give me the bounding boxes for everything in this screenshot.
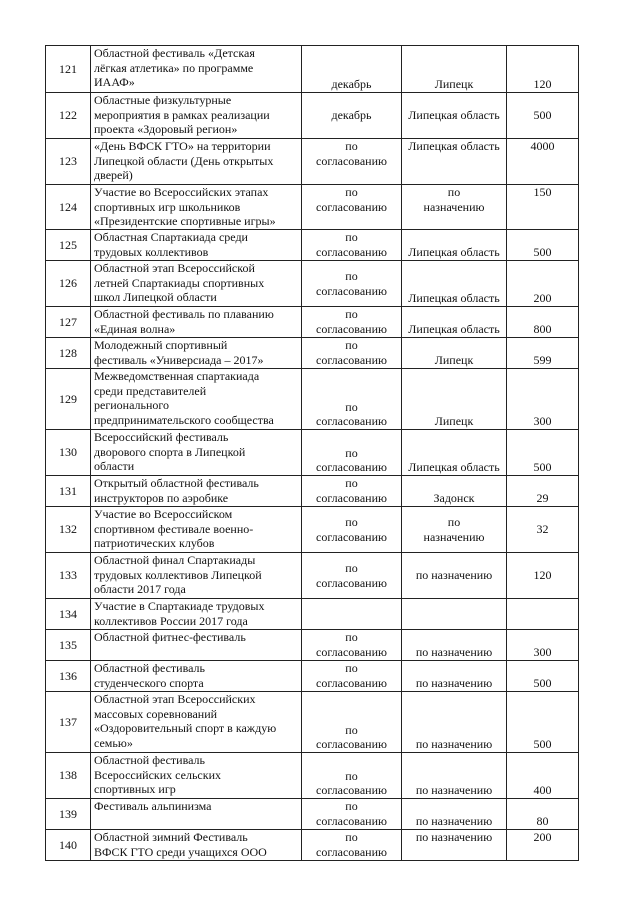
event-name: Областной финал Спартакиады трудовых коллективов Липецкой области 2017 года [94, 553, 262, 597]
document-page [45, 45, 578, 861]
event-name: Всероссийский фестиваль дворового спорта в Липецкой области [94, 430, 246, 474]
row-number-cell [46, 93, 91, 139]
event-name-cell [91, 139, 302, 185]
table-row [46, 661, 579, 692]
event-date-cell [302, 753, 402, 799]
event-name: Фестиваль альпинизма [94, 799, 212, 813]
participants-count-cell [507, 338, 579, 369]
event-date: по согласованию [316, 338, 387, 367]
event-name: Областной этап Всероссийских массовых соревнований «Оздоровительный спорт в каждую семью» [94, 692, 277, 750]
event-name-cell [91, 430, 302, 476]
event-place: Липецк [434, 414, 474, 429]
table-row [46, 338, 579, 369]
row-number: 129 [59, 391, 77, 406]
table-row [46, 692, 579, 753]
row-number-cell [46, 46, 91, 93]
event-date: по согласованию [316, 514, 387, 544]
event-place: Липецк [434, 353, 474, 368]
row-number: 123 [59, 154, 77, 169]
row-number-cell [46, 753, 91, 799]
event-date: по согласованию [316, 268, 387, 298]
row-number-cell [46, 261, 91, 307]
event-date-cell [302, 139, 402, 185]
row-number: 138 [59, 768, 77, 783]
event-place-cell [402, 476, 507, 507]
participants-count-cell [507, 430, 579, 476]
table-row [46, 599, 579, 630]
participants-count-cell [507, 830, 579, 861]
event-date-cell [302, 185, 402, 230]
event-place: по назначению [415, 737, 493, 752]
row-number: 128 [59, 345, 77, 360]
participants-count-cell [507, 139, 579, 185]
event-place-cell [402, 93, 507, 139]
table-row [46, 307, 579, 338]
table-row [46, 139, 579, 185]
row-number: 137 [59, 714, 77, 729]
event-place: по назначению [415, 830, 493, 844]
participants-count: 500 [533, 460, 552, 475]
event-name-cell [91, 369, 302, 430]
row-number: 121 [59, 61, 77, 76]
row-number: 136 [59, 668, 77, 683]
participants-count: 400 [533, 783, 552, 798]
event-date: по согласованию [316, 722, 387, 752]
event-place-cell [402, 630, 507, 661]
table-row [46, 830, 579, 861]
participants-count: 32 [536, 522, 549, 537]
event-place: Задонск [433, 491, 475, 506]
event-date: декабрь [331, 77, 372, 92]
event-name-cell [91, 553, 302, 599]
row-number-cell [46, 692, 91, 753]
event-place: Липецкая область [408, 460, 500, 475]
participants-count-cell [507, 599, 579, 630]
event-name: Областной фестиваль по плаванию «Единая волна» [94, 307, 274, 336]
event-date-cell [302, 307, 402, 338]
event-date-cell [302, 799, 402, 830]
row-number: 127 [59, 314, 77, 329]
row-number-cell [46, 630, 91, 661]
table-row [46, 261, 579, 307]
row-number: 139 [59, 806, 77, 821]
table-row [46, 553, 579, 599]
event-name: Областной фестиваль Всероссийских сельских спортивных игр [94, 753, 222, 797]
event-name: Молодежный спортивный фестиваль «Универсиада – 2017» [94, 338, 264, 367]
participants-count: 500 [533, 676, 552, 691]
participants-count: 300 [533, 414, 552, 429]
event-name: Областной этап Всероссийской летней Спартакиады спортивных школ Липецкой области [94, 261, 265, 305]
event-date: декабрь [331, 108, 372, 123]
event-place-cell [402, 753, 507, 799]
event-name-cell [91, 261, 302, 307]
event-place-cell [402, 338, 507, 369]
row-number: 134 [59, 606, 77, 621]
events-table-body [46, 46, 579, 861]
participants-count-cell [507, 230, 579, 261]
event-name-cell [91, 507, 302, 553]
event-date: по согласованию [316, 476, 387, 505]
event-date-cell [302, 338, 402, 369]
event-name-cell [91, 93, 302, 139]
event-date: по согласованию [316, 230, 387, 259]
event-place-cell [402, 185, 507, 230]
participants-count-cell [507, 369, 579, 430]
row-number: 122 [59, 108, 77, 123]
table-row [46, 230, 579, 261]
event-place-cell [402, 307, 507, 338]
event-date: по согласованию [316, 307, 387, 336]
event-name-cell [91, 661, 302, 692]
participants-count: 80 [536, 814, 549, 829]
event-place: Липецкая область [408, 322, 500, 337]
event-place: Липецкая область [408, 291, 500, 306]
row-number-cell [46, 139, 91, 185]
event-name-cell [91, 799, 302, 830]
row-number: 135 [59, 637, 77, 652]
table-row [46, 507, 579, 553]
row-number-cell [46, 369, 91, 430]
participants-count-cell [507, 185, 579, 230]
participants-count-cell [507, 630, 579, 661]
participants-count-cell [507, 307, 579, 338]
event-date: по согласованию [316, 399, 387, 429]
event-name: Областной зимний Фестиваль ВФСК ГТО среди учащихся ООО [94, 830, 267, 859]
row-number-cell [46, 799, 91, 830]
participants-count-cell [507, 93, 579, 139]
event-name-cell [91, 476, 302, 507]
row-number-cell [46, 553, 91, 599]
event-place-cell [402, 692, 507, 753]
participants-count: 120 [533, 77, 552, 92]
event-place-cell [402, 369, 507, 430]
event-date: по согласованию [316, 661, 387, 690]
event-name: Областная Спартакиада среди трудовых коллективов [94, 230, 248, 259]
event-date-cell [302, 830, 402, 861]
event-date-cell [302, 599, 402, 630]
event-name: Участие в Спартакиаде трудовых коллективов России 2017 года [94, 599, 265, 628]
event-place-cell [402, 230, 507, 261]
event-name: Участие во Всероссийских этапах спортивных игр школьников «Президентские спортивные игры» [94, 185, 276, 229]
event-name: «День ВФСК ГТО» на территории Липецкой области (День открытых дверей) [94, 139, 274, 183]
participants-count: 500 [533, 245, 552, 260]
participants-count: 200 [533, 291, 552, 306]
participants-count-cell [507, 553, 579, 599]
participants-count: 29 [536, 491, 549, 506]
table-row [46, 430, 579, 476]
row-number: 125 [59, 237, 77, 252]
row-number: 133 [59, 568, 77, 583]
row-number: 126 [59, 276, 77, 291]
table-row [46, 46, 579, 93]
event-place: по назначению [415, 676, 493, 691]
event-date: по согласованию [316, 445, 387, 475]
participants-count-cell [507, 799, 579, 830]
row-number: 140 [59, 837, 77, 852]
table-row [46, 630, 579, 661]
event-place-cell [402, 599, 507, 630]
event-date-cell [302, 553, 402, 599]
participants-count: 300 [533, 645, 552, 660]
row-number: 130 [59, 445, 77, 460]
event-date-cell [302, 93, 402, 139]
event-name: Участие во Всероссийском спортивном фестивале военно- патриотических клубов [94, 507, 254, 551]
event-date: по согласованию [316, 185, 387, 214]
row-number-cell [46, 307, 91, 338]
event-place-cell [402, 661, 507, 692]
event-place: по назначению [415, 783, 493, 798]
event-name-cell [91, 630, 302, 661]
event-name-cell [91, 307, 302, 338]
row-number-cell [46, 430, 91, 476]
event-date: по согласованию [316, 560, 387, 590]
event-date: по согласованию [316, 799, 387, 828]
event-name-cell [91, 830, 302, 861]
table-row [46, 369, 579, 430]
table-row [46, 185, 579, 230]
event-place-cell [402, 139, 507, 185]
event-name: Открытый областной фестиваль инструкторов по аэробике [94, 476, 259, 505]
event-date: по согласованию [316, 830, 387, 859]
row-number-cell [46, 507, 91, 553]
event-place: по назначению [415, 814, 493, 829]
event-place: по назначению [423, 185, 485, 214]
participants-count-cell [507, 476, 579, 507]
event-name: Областной фитнес-фестиваль [94, 630, 246, 644]
event-place-cell [402, 507, 507, 553]
event-place-cell [402, 46, 507, 93]
row-number: 124 [59, 199, 77, 214]
participants-count: 200 [533, 830, 552, 844]
participants-count: 800 [533, 322, 552, 337]
participants-count-cell [507, 661, 579, 692]
event-name-cell [91, 338, 302, 369]
event-place: Липецк [434, 77, 474, 92]
participants-count-cell [507, 261, 579, 307]
event-place: по назначению [415, 645, 493, 660]
participants-count-cell [507, 507, 579, 553]
participants-count: 150 [533, 185, 552, 199]
row-number: 132 [59, 522, 77, 537]
event-date-cell [302, 261, 402, 307]
event-date-cell [302, 692, 402, 753]
table-row [46, 753, 579, 799]
event-date-cell [302, 630, 402, 661]
event-date-cell [302, 230, 402, 261]
event-date-cell [302, 46, 402, 93]
row-number-cell [46, 476, 91, 507]
event-name-cell [91, 46, 302, 93]
participants-count: 4000 [530, 139, 555, 153]
participants-count-cell [507, 753, 579, 799]
table-row [46, 93, 579, 139]
event-date-cell [302, 476, 402, 507]
table-row [46, 476, 579, 507]
participants-count: 599 [533, 353, 552, 368]
event-date: по согласованию [316, 139, 387, 168]
row-number-cell [46, 185, 91, 230]
row-number-cell [46, 830, 91, 861]
event-date: по согласованию [316, 630, 387, 659]
event-place-cell [402, 830, 507, 861]
event-name: Областные физкультурные мероприятия в рамках реализации проекта «Здоровый регион» [94, 93, 270, 137]
event-place-cell [402, 799, 507, 830]
event-place: по назначению [423, 514, 485, 544]
event-name: Областной фестиваль студенческого спорта [94, 661, 205, 690]
events-table [45, 45, 579, 861]
participants-count: 500 [533, 108, 552, 123]
row-number-cell [46, 661, 91, 692]
participants-count: 120 [533, 568, 552, 583]
participants-count-cell [507, 46, 579, 93]
event-place-cell [402, 261, 507, 307]
event-date-cell [302, 507, 402, 553]
participants-count: 500 [533, 737, 552, 752]
event-name-cell [91, 230, 302, 261]
event-name-cell [91, 753, 302, 799]
event-place: Липецкая область [408, 139, 500, 153]
participants-count-cell [507, 692, 579, 753]
event-place-cell [402, 430, 507, 476]
event-name-cell [91, 599, 302, 630]
event-date: по согласованию [316, 768, 387, 798]
event-date-cell [302, 661, 402, 692]
event-place: Липецкая область [408, 108, 500, 123]
event-name: Межведомственная спартакиада среди представителей регионального предпринимательского сообщества [94, 369, 274, 427]
event-place: по назначению [415, 568, 493, 583]
event-place-cell [402, 553, 507, 599]
row-number-cell [46, 338, 91, 369]
event-name-cell [91, 185, 302, 230]
row-number: 131 [59, 483, 77, 498]
event-date-cell [302, 430, 402, 476]
event-name: Областной фестиваль «Детская лёгкая атлетика» по программе ИААФ» [94, 46, 255, 90]
event-place: Липецкая область [408, 245, 500, 260]
event-name-cell [91, 692, 302, 753]
row-number-cell [46, 599, 91, 630]
event-date-cell [302, 369, 402, 430]
row-number-cell [46, 230, 91, 261]
table-row [46, 799, 579, 830]
